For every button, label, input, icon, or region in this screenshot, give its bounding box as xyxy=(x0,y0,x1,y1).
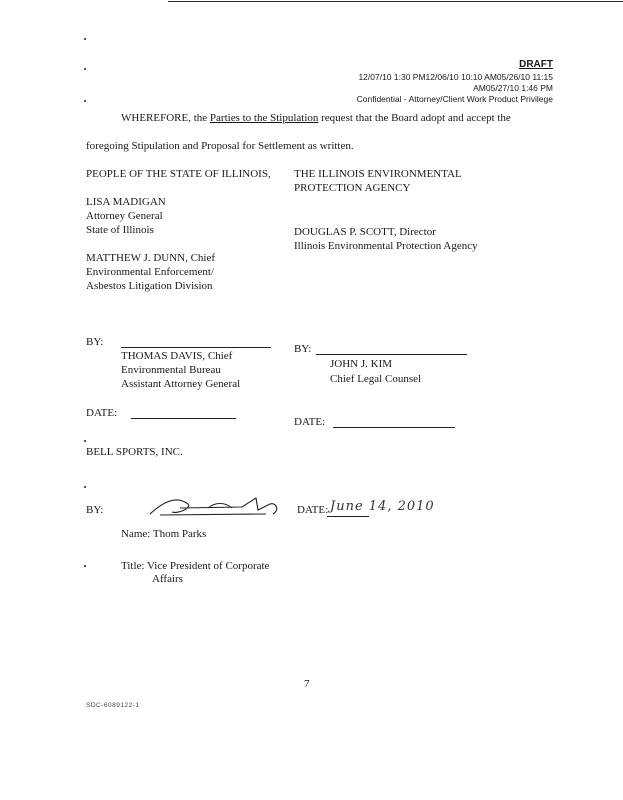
left-by-label: BY: xyxy=(86,336,104,348)
margin-tick xyxy=(84,486,86,488)
wherefore-paragraph-line2: foregoing Stipulation and Proposal for Settlement as written. xyxy=(86,140,354,152)
handwritten-date: June 14, 2010 xyxy=(330,499,435,514)
litigation-division-title: Asbestos Litigation Division xyxy=(86,280,213,292)
matthew-dunn-name: MATTHEW J. DUNN, Chief xyxy=(86,252,216,264)
right-date-line xyxy=(333,427,455,428)
iepa-title: Illinois Environmental Protection Agency xyxy=(294,240,478,252)
assistant-ag-title: Assistant Attorney General xyxy=(121,378,241,390)
chief-legal-counsel-title: Chief Legal Counsel xyxy=(330,373,422,385)
bell-signer-title: Title: Vice President of Corporate xyxy=(121,560,270,572)
handwritten-signature xyxy=(120,490,290,524)
right-signature-line xyxy=(316,354,467,355)
iepa-heading-2: PROTECTION AGENCY xyxy=(294,182,411,194)
right-by-label: BY: xyxy=(294,343,312,355)
document-id: SDC-6089122-1 xyxy=(86,702,140,709)
parties-link: Parties to the Stipulation xyxy=(209,112,319,124)
bell-by-label: BY: xyxy=(86,504,104,516)
top-rule xyxy=(168,1,623,2)
right-date-label: DATE: xyxy=(294,416,326,428)
draft-label: DRAFT xyxy=(519,59,553,70)
margin-tick xyxy=(84,440,86,442)
left-signature-line xyxy=(121,347,271,348)
bell-signer-name: Name: Thom Parks xyxy=(121,528,207,540)
environmental-bureau-title: Environmental Bureau xyxy=(121,364,221,376)
bell-date-underline xyxy=(327,516,369,517)
douglas-scott-name: DOUGLAS P. SCOTT, Director xyxy=(294,226,436,238)
confidential-notice: Confidential - Attorney/Client Work Product Privilege xyxy=(356,94,553,104)
people-heading: PEOPLE OF THE STATE OF ILLINOIS, xyxy=(86,168,271,180)
lisa-madigan-name: LISA MADIGAN xyxy=(86,196,166,208)
left-date-line xyxy=(131,418,236,419)
bell-signer-title-2: Affairs xyxy=(152,573,183,585)
state-title: State of Illinois xyxy=(86,224,154,236)
timestamp-line-2: AM05/27/10 1:46 PM xyxy=(473,83,553,93)
margin-tick xyxy=(84,38,86,40)
margin-tick xyxy=(84,565,86,567)
page-number: 7 xyxy=(304,678,310,690)
timestamp-line-1: 12/07/10 1:30 PM12/06/10 10:10 AM05/26/10 11:15 xyxy=(358,72,553,82)
margin-tick xyxy=(84,68,86,70)
bell-date-label: DATE: xyxy=(297,504,329,516)
bell-sports-heading: BELL SPORTS, INC. xyxy=(86,446,183,458)
enforcement-title: Environmental Enforcement/ xyxy=(86,266,214,278)
attorney-general-title: Attorney General xyxy=(86,210,163,222)
margin-tick xyxy=(84,100,86,102)
thomas-davis-name: THOMAS DAVIS, Chief xyxy=(121,350,233,362)
wherefore-paragraph: WHEREFORE, the Parties to the Stipulation request that the Board adopt and accept the xyxy=(121,112,511,124)
john-kim-name: JOHN J. KIM xyxy=(330,358,393,370)
left-date-label: DATE: xyxy=(86,407,118,419)
iepa-heading-1: THE ILLINOIS ENVIRONMENTAL xyxy=(294,168,462,180)
